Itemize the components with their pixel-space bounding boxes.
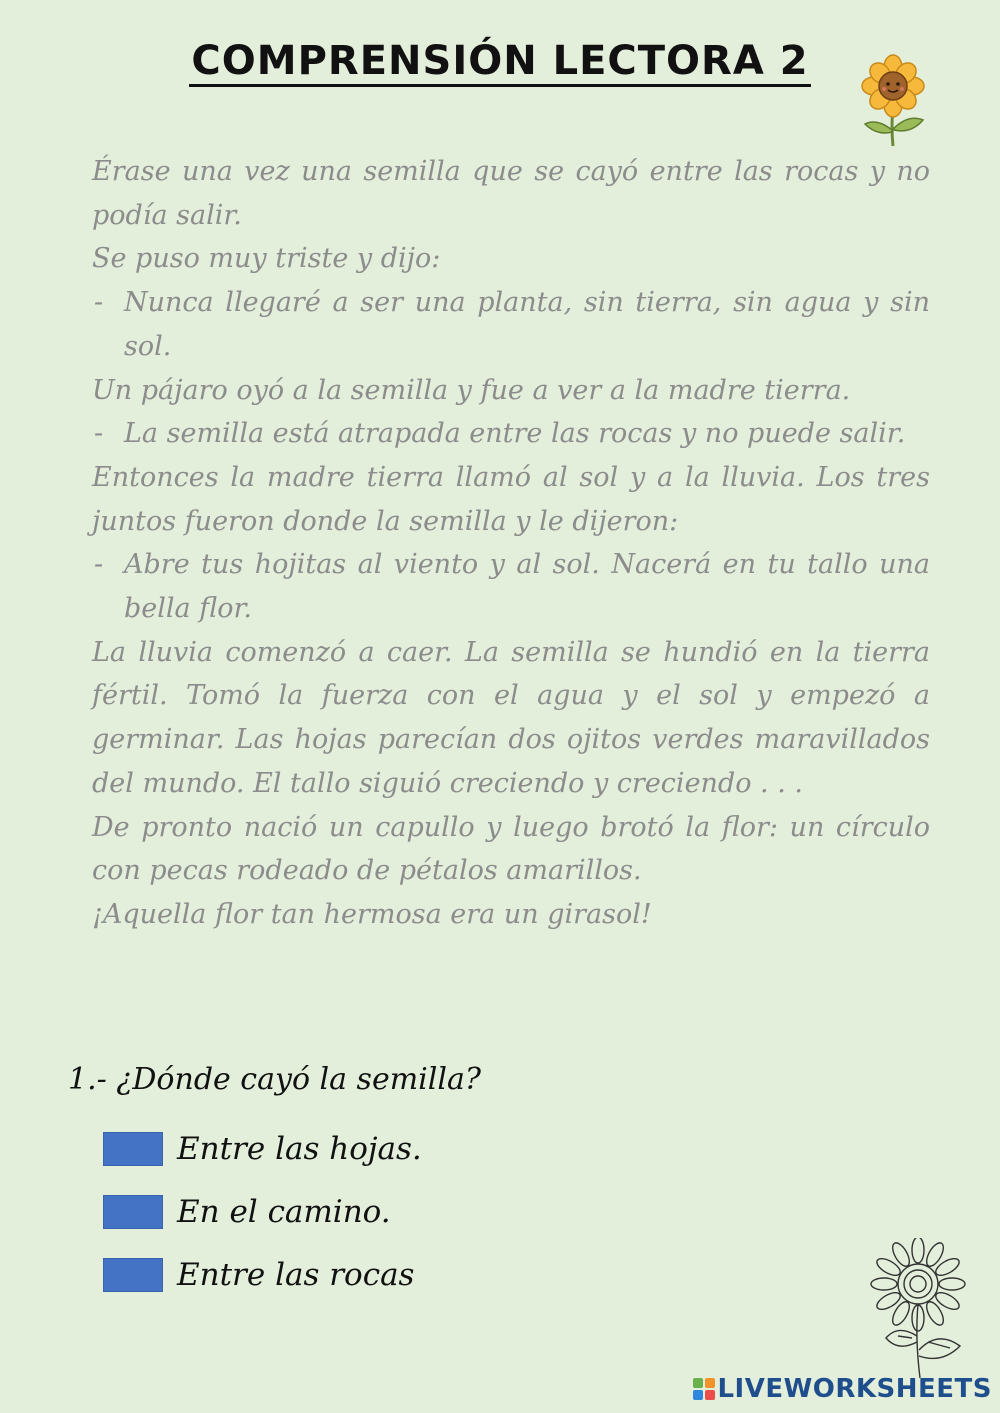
sunflower-cartoon-icon [855,52,935,148]
story-paragraph: Érase una vez una semilla que se cayó entre las rocas y no podía salir. [92,156,930,231]
answer-option-1 [103,1131,422,1167]
story-dialogue: - Abre tus hojitas al viento y al sol. Nacerá en tu tallo una bella flor. [92,543,930,630]
story-dialogue: - Nunca llegaré a ser una planta, sin tierra, sin agua y sin sol. [92,281,930,368]
liveworksheets-logo-text: LIVEWORKSHEETS [717,1374,992,1404]
answer-option-label: Entre las rocas [177,1257,415,1293]
story-paragraph: Un pájaro oyó a la semilla y fue a ver a la madre tierra. [92,374,851,406]
liveworksheets-logo [693,1374,992,1404]
answer-option-label: En el camino. [177,1194,391,1230]
story-text [92,150,930,937]
story-paragraph: ¡Aquella flor tan hermosa era un girasol! [92,898,652,930]
question-1: 1.- ¿Dónde cayó la semilla? [68,1062,481,1097]
story-paragraph: De pronto nació un capullo y luego brotó la flor: un círculo con pecas rodeado de pétalos amarillos. [92,811,930,887]
answer-option-label: Entre las hojas. [177,1131,422,1167]
story-dialogue: - La semilla está atrapada entre las rocas y no puede salir. [92,412,930,456]
answer-option-2 [103,1194,391,1230]
answer-checkbox-3[interactable] [103,1258,163,1292]
answer-checkbox-1[interactable] [103,1132,163,1166]
sunflower-sketch-icon [868,1238,978,1380]
answer-option-3 [103,1257,414,1293]
story-paragraph: Entonces la madre tierra llamó al sol y a la lluvia. Los tres juntos fueron donde la semilla y le dijeron: [92,461,930,537]
page-title-text: COMPRENSIÓN LECTORA 2 [189,38,810,87]
page-title [0,38,1000,84]
story-paragraph: La lluvia comenzó a caer. La semilla se hundió en la tierra fértil. Tomó la fuerza con el agua y el sol y empezó a germinar. Las hojas parecían dos ojitos verdes maravillados del mundo. El tallo siguió creciendo y creciendo . . . [92,636,930,799]
story-paragraph: Se puso muy triste y dijo: [92,243,441,275]
liveworksheets-logo-icon [693,1378,715,1400]
answer-checkbox-2[interactable] [103,1195,163,1229]
